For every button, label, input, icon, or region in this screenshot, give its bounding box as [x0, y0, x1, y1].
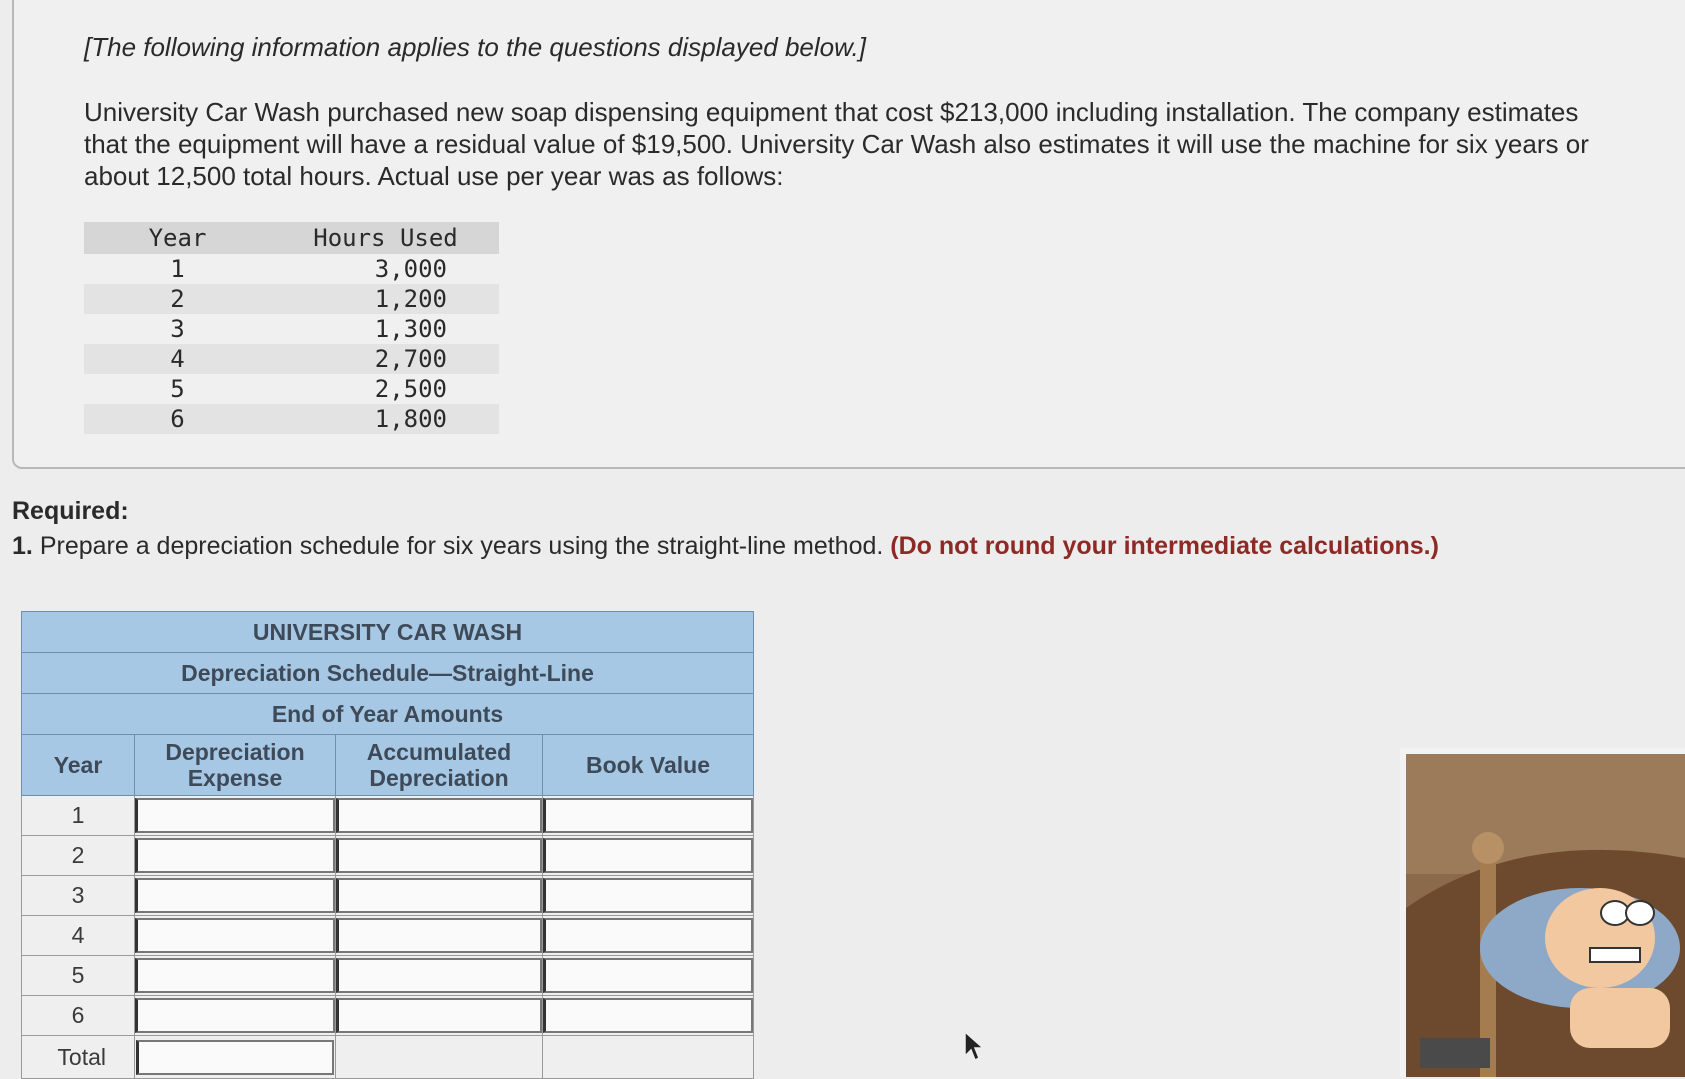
hours-value: 2,500: [374, 375, 447, 403]
hours-year: 1: [170, 255, 185, 283]
required-instruction: [12, 532, 1439, 561]
required-text: Prepare a depreciation schedule for six years using the straight-line method.: [39, 532, 884, 560]
table-row: [22, 796, 754, 836]
hours-year: 4: [84, 344, 271, 374]
book-value-input-year-3[interactable]: [543, 878, 753, 913]
schedule-subtitle: End of Year Amounts: [22, 694, 754, 735]
mouse-pointer-icon: [963, 1030, 985, 1062]
table-row: [84, 374, 499, 404]
schedule-year: 1: [22, 796, 135, 836]
schedule-year: 2: [22, 836, 135, 876]
book-value-input-year-5[interactable]: [543, 958, 753, 993]
schedule-title: Depreciation Schedule—Straight-Line: [22, 653, 754, 694]
accumulated-depreciation-input-year-2[interactable]: [336, 838, 542, 873]
table-row: [22, 876, 754, 916]
depreciation-expense-input-year-2[interactable]: [135, 838, 335, 873]
accumulated-depreciation-input-year-5[interactable]: [336, 958, 542, 993]
schedule-year: 4: [22, 916, 135, 956]
table-row-total: [22, 1036, 754, 1079]
col-header-book-value: Book Value: [543, 735, 754, 796]
cartoon-sticker-image: [1400, 748, 1685, 1077]
required-number: 1.: [12, 532, 33, 560]
col-header-acc-line2: Depreciation: [369, 765, 509, 791]
table-row: [84, 344, 499, 374]
book-value-total-cell: [543, 1036, 754, 1079]
depreciation-expense-input-year-3[interactable]: [135, 878, 335, 913]
schedule-year: 6: [22, 996, 135, 1036]
table-row: [84, 254, 499, 284]
accumulated-depreciation-input-year-4[interactable]: [336, 918, 542, 953]
hours-year: 5: [170, 375, 185, 403]
book-value-input-year-6[interactable]: [543, 998, 753, 1033]
table-row: [22, 996, 754, 1036]
depreciation-expense-input-year-1[interactable]: [135, 798, 335, 833]
hours-table-header-hours: Hours Used: [271, 222, 499, 254]
schedule-year: 5: [22, 956, 135, 996]
hours-value: 3,000: [374, 255, 447, 283]
col-header-accumulated-depreciation: [336, 735, 543, 796]
accumulated-depreciation-input-year-1[interactable]: [336, 798, 542, 833]
depreciation-expense-input-year-5[interactable]: [135, 958, 335, 993]
col-header-depreciation-expense: [135, 735, 336, 796]
table-row: [22, 916, 754, 956]
depreciation-schedule-table: [21, 611, 754, 1079]
hours-year: 6: [84, 404, 271, 434]
depreciation-expense-input-year-4[interactable]: [135, 918, 335, 953]
book-value-input-year-2[interactable]: [543, 838, 753, 873]
col-header-dep-line2: Expense: [187, 765, 283, 791]
hours-value: 1,800: [271, 404, 499, 434]
hours-used-table: [84, 222, 499, 434]
book-value-input-year-1[interactable]: [543, 798, 753, 833]
col-header-dep-line1: Depreciation: [165, 739, 305, 765]
table-row: [84, 404, 499, 434]
required-emphasis: (Do not round your intermediate calculations.): [890, 532, 1439, 560]
required-heading: Required:: [12, 497, 129, 525]
table-row: [22, 956, 754, 996]
schedule-year: 3: [22, 876, 135, 916]
hours-year: 2: [84, 284, 271, 314]
intro-text: [The following information applies to the questions displayed below.]: [84, 32, 866, 62]
table-row: [84, 284, 499, 314]
hours-value: 1,300: [374, 315, 447, 343]
accumulated-depreciation-input-year-3[interactable]: [336, 878, 542, 913]
depreciation-expense-total-input[interactable]: [136, 1040, 334, 1075]
col-header-acc-line1: Accumulated: [366, 739, 512, 765]
accumulated-depreciation-input-year-6[interactable]: [336, 998, 542, 1033]
problem-text: University Car Wash purchased new soap dispensing equipment that cost $213,000 including installation. The company estimates that the equipment will have a residual value of $19,500. University Car Wash also estimates it will use the machine for six years or about 12,500 total hours. Actual use per year was as follows:: [84, 97, 1589, 191]
hours-value: 1,200: [271, 284, 499, 314]
hours-table-header-year: Year: [84, 222, 271, 254]
hours-value: 2,700: [271, 344, 499, 374]
col-header-year: Year: [22, 735, 135, 796]
depreciation-expense-input-year-6[interactable]: [135, 998, 335, 1033]
total-label: Total: [22, 1036, 135, 1079]
book-value-input-year-4[interactable]: [543, 918, 753, 953]
accumulated-depreciation-total-cell: [336, 1036, 543, 1079]
table-row: [84, 314, 499, 344]
hours-year: 3: [170, 315, 185, 343]
schedule-company: UNIVERSITY CAR WASH: [22, 612, 754, 653]
table-row: [22, 836, 754, 876]
